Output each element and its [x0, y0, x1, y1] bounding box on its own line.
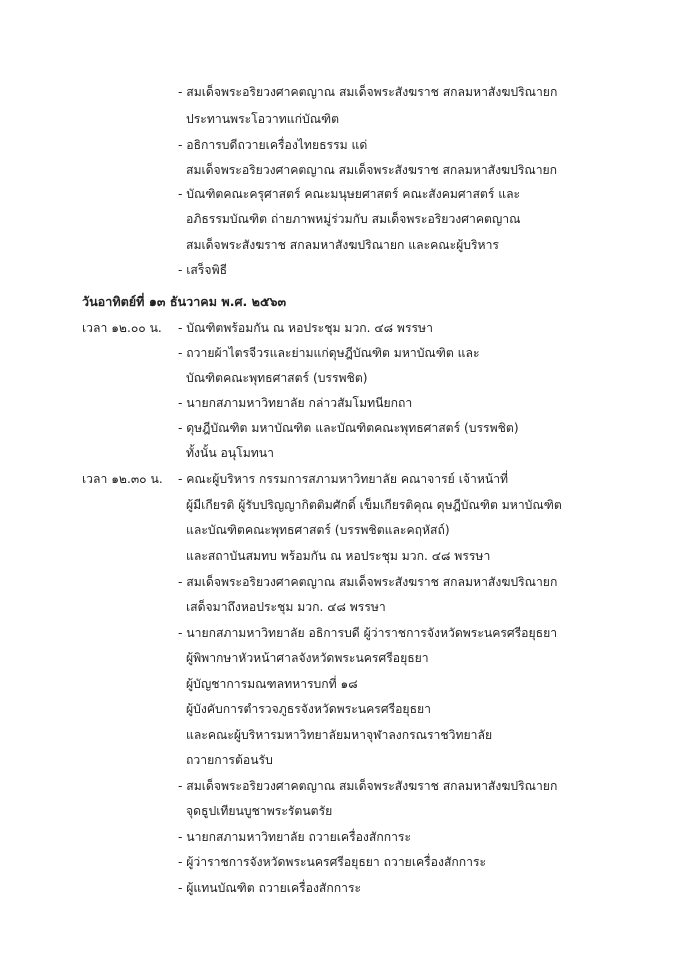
session-2-item-1-line-1: - คณะผู้บริหาร กรรมการสภามหาวิทยาลัย คณาจารย์ เจ้าหน้าที่	[178, 472, 509, 486]
intro-item-3-line-1: - บัณฑิตคณะครุศาสตร์ คณะมนุษยศาสตร์ คณะสังคมศาสตร์ และ	[178, 187, 521, 201]
session-2-item-2-line-2: เสด็จมาถึงหอประชุม มวก. ๔๘ พรรษา	[186, 600, 386, 614]
session-2-item-3-line-5: และคณะผู้บริหารมหาวิทยาลัยมหาจุฬาลงกรณราชวิทยาลัย	[186, 728, 493, 742]
intro-item-1-line-2: ประทานพระโอวาทแก่บัณฑิต	[186, 112, 340, 126]
session-2-item-7-line-1: - ผู้แทนบัณฑิต ถวายเครื่องสักการะ	[178, 881, 362, 895]
intro-item-3-line-2: อภิธรรมบัณฑิต ถ่ายภาพหมู่ร่วมกับ สมเด็จพระอริยวงศาคตญาณ	[186, 212, 521, 226]
session-2-item-3-line-2: ผู้พิพากษาหัวหน้าศาลจังหวัดพระนครศรีอยุธยา	[186, 651, 429, 665]
session-2-item-1-line-2: ผู้มีเกียรติ ผู้รับปริญญากิตติมศักดิ์ เข็มเกียรติคุณ ดุษฎีบัณฑิต มหาบัณฑิต	[186, 498, 562, 512]
session-2-item-3-line-1: - นายกสภามหาวิทยาลัย อธิการบดี ผู้ว่าราชการจังหวัดพระนครศรีอยุธยา	[178, 626, 558, 640]
session-2-item-4-line-2: จุดธูปเทียนบูชาพระรัตนตรัย	[186, 804, 333, 818]
session-1-item-3-line-1: - นายกสภามหาวิทยาลัย กล่าวสัมโมทนียกถา	[178, 396, 413, 410]
intro-item-4-line-1: - เสร็จพิธี	[178, 263, 228, 277]
session-2-item-2-line-1: - สมเด็จพระอริยวงศาคตญาณ สมเด็จพระสังฆราช สกลมหาสังฆปริณายก	[178, 575, 558, 589]
session-2-item-3-line-6: ถวายการต้อนรับ	[186, 753, 273, 767]
intro-item-1-line-1: - สมเด็จพระอริยวงศาคตญาณ สมเด็จพระสังฆราช สกลมหาสังฆปริณายก	[178, 85, 558, 99]
session-1-item-4-line-1: - ดุษฎีบัณฑิต มหาบัณฑิต และบัณฑิตคณะพุทธศาสตร์ (บรรพชิต)	[178, 421, 519, 435]
session-2-item-6-line-1: - ผู้ว่าราชการจังหวัดพระนครศรีอยุธยา ถวายเครื่องสักการะ	[178, 855, 487, 869]
session-2-item-4-line-1: - สมเด็จพระอริยวงศาคตญาณ สมเด็จพระสังฆราช สกลมหาสังฆปริณายก	[178, 779, 558, 793]
session-1-item-4-line-2: ทั้งนั้น อนุโมทนา	[186, 446, 274, 460]
session-2-item-3-line-4: ผู้บังคับการตำรวจภูธรจังหวัดพระนครศรีอยุธยา	[186, 702, 431, 716]
session-2-time: เวลา ๑๒.๓๐ น.	[82, 472, 163, 486]
session-2-item-1-line-3: และบัณฑิตคณะพุทธศาสตร์ (บรรพชิตและคฤหัสถ์)	[186, 523, 450, 537]
session-2-item-1-line-4: และสถาบันสมทบ พร้อมกัน ณ หอประชุม มวก. ๔๘ พรรษา	[186, 549, 491, 563]
session-2-item-5-line-1: - นายกสภามหาวิทยาลัย ถวายเครื่องสักการะ	[178, 830, 412, 844]
session-1-time: เวลา ๑๒.๐๐ น.	[82, 321, 162, 335]
session-1-item-2-line-2: บัณฑิตคณะพุทธศาสตร์ (บรรพชิต)	[186, 371, 368, 385]
session-1-item-1-line-1: - บัณฑิตพร้อมกัน ณ หอประชุม มวก. ๔๘ พรรษา	[178, 321, 433, 335]
session-1-item-2-line-1: - ถวายผ้าไตรจีวรและย่ามแก่ดุษฎีบัณฑิต มหาบัณฑิต และ	[178, 346, 480, 360]
day-heading: วันอาทิตย์ที่ ๑๓ ธันวาคม พ.ศ. ๒๕๖๓	[82, 294, 287, 309]
session-2-item-3-line-3: ผู้บัญชาการมณฑลทหารบกที่ ๑๘	[186, 677, 358, 691]
intro-item-3-line-3: สมเด็จพระสังฆราช สกลมหาสังฆปริณายก และคณะผู้บริหาร	[186, 238, 499, 252]
intro-item-2-line-1: - อธิการบดีถวายเครื่องไทยธรรม แด่	[178, 138, 368, 152]
intro-item-2-line-2: สมเด็จพระอริยวงศาคตญาณ สมเด็จพระสังฆราช สกลมหาสังฆปริณายก	[186, 163, 558, 177]
